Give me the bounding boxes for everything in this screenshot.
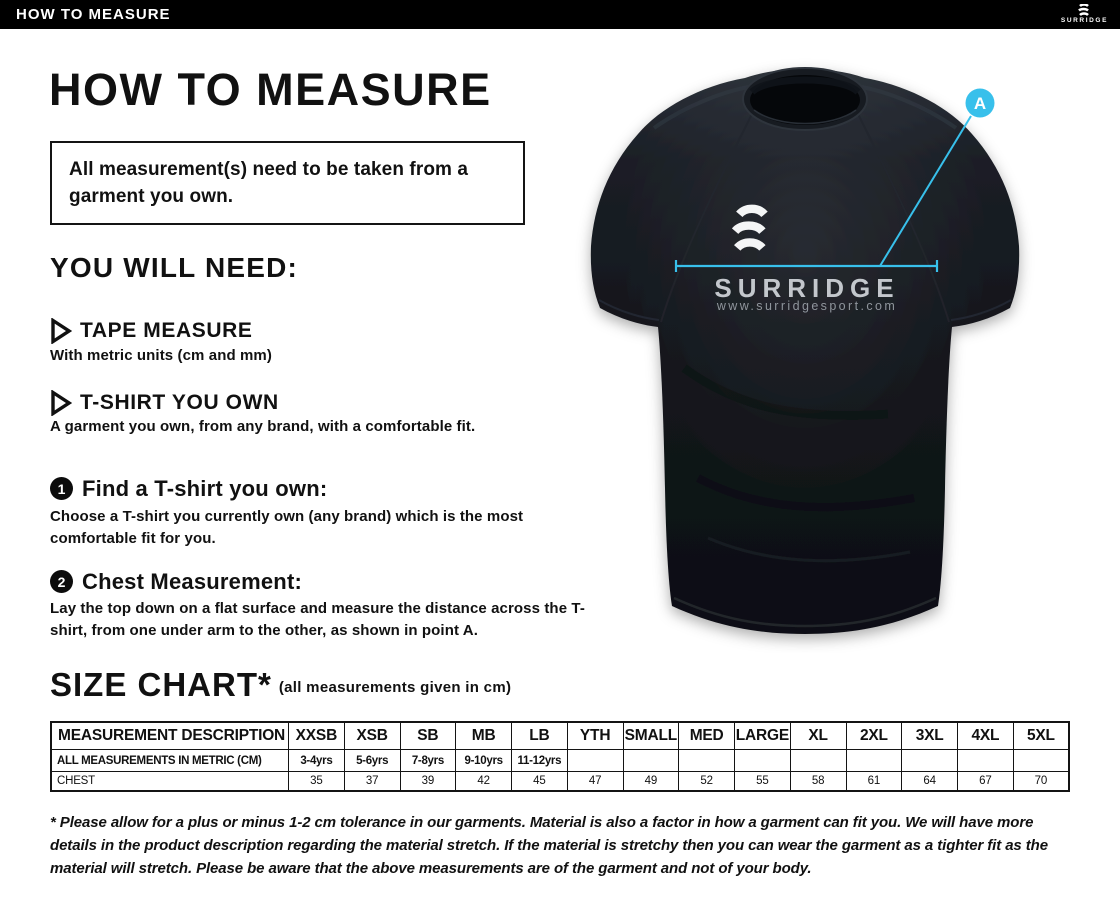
topbar-title: HOW TO MEASURE <box>16 6 171 23</box>
size-chart-heading <box>50 666 511 704</box>
size-table-cell: 64 <box>902 772 958 792</box>
size-table-cell: 45 <box>512 772 568 792</box>
size-table-cell: 3-4yrs <box>289 750 345 772</box>
size-column-header: LARGE <box>735 722 791 750</box>
size-table-cell: 5-6yrs <box>344 750 400 772</box>
tshirt-graphic <box>558 58 1120 653</box>
size-column-header: YTH <box>567 722 623 750</box>
step-title: Find a T-shirt you own: <box>82 476 328 501</box>
size-table-cell: CHEST <box>51 772 289 792</box>
size-table-cell: ALL MEASUREMENTS IN METRIC (CM) <box>51 750 289 772</box>
size-column-header: XXSB <box>289 722 345 750</box>
play-triangle-icon <box>50 318 72 344</box>
size-chart-title: SIZE CHART* <box>50 666 272 703</box>
size-chart-footnote: * Please allow for a plus or minus 1-2 cm tolerance in our garments. Material is also a factor in how a garment can fit you. We will have more details in the product description regarding the material stretch. If the material is stretchy then you can wear the garment as a tighter fit as the material will stretch. Please be aware that the above measurements are of the garment and not of your body. <box>50 814 1048 877</box>
size-table-cell: 58 <box>790 772 846 792</box>
size-table-cell <box>567 750 623 772</box>
tshirt-collar <box>743 68 867 130</box>
size-column-header: XSB <box>344 722 400 750</box>
shirt-illustration <box>558 58 1120 653</box>
size-column-header: 5XL <box>1013 722 1069 750</box>
size-table-cell: 42 <box>456 772 512 792</box>
brand-logo-text: SURRIDGE <box>1060 17 1108 25</box>
size-table-cell: 39 <box>400 772 456 792</box>
size-table-cell: 67 <box>958 772 1014 792</box>
size-column-header: MEASUREMENT DESCRIPTION <box>51 722 289 750</box>
size-table-cell <box>679 750 735 772</box>
size-table-cell: 52 <box>679 772 735 792</box>
step-description: Lay the top down on a flat surface and measure the distance across the T-shirt, from one under arm to the other, as shown in point A. <box>50 600 585 639</box>
step-number-badge: 2 <box>50 570 73 593</box>
step-title: Chest Measurement: <box>82 569 302 594</box>
size-table-cell: 55 <box>735 772 791 792</box>
brand-logo <box>1061 4 1108 25</box>
play-triangle-icon <box>50 390 72 416</box>
tshirt-body <box>591 69 1019 634</box>
size-table-cell: 37 <box>344 772 400 792</box>
size-table-cell <box>1013 750 1069 772</box>
surridge-s-icon <box>1076 4 1092 17</box>
size-table-cell: 61 <box>846 772 902 792</box>
size-table-row <box>51 750 1069 772</box>
size-table-cell <box>735 750 791 772</box>
step-number-badge: 1 <box>50 477 73 500</box>
size-column-header: LB <box>512 722 568 750</box>
point-a-label: A <box>973 94 987 113</box>
size-column-header: XL <box>790 722 846 750</box>
size-table-cell <box>958 750 1014 772</box>
notice-box: All measurement(s) need to be taken from a garment you own. <box>50 141 525 225</box>
shirt-brand-text: SURRIDGE <box>714 273 900 303</box>
need-item-title: TAPE MEASURE <box>80 319 253 342</box>
size-column-header: MED <box>679 722 735 750</box>
need-item-title: T-SHIRT YOU OWN <box>80 391 279 414</box>
size-table-cell <box>623 750 679 772</box>
step-description: Choose a T-shirt you currently own (any brand) which is the most comfortable fit for you. <box>50 508 524 547</box>
page-title: HOW TO MEASURE <box>49 64 492 115</box>
size-table-cell: 11-12yrs <box>512 750 568 772</box>
size-column-header: 2XL <box>846 722 902 750</box>
need-item-description: With metric units (cm and mm) <box>50 347 272 364</box>
size-table-cell <box>902 750 958 772</box>
size-table-cell <box>846 750 902 772</box>
need-item-description: A garment you own, from any brand, with a comfortable fit. <box>50 418 476 435</box>
size-table-row <box>51 772 1069 792</box>
size-table-cell: 49 <box>623 772 679 792</box>
size-table-cell: 47 <box>567 772 623 792</box>
top-header-bar <box>0 0 1120 29</box>
size-column-header: 4XL <box>958 722 1014 750</box>
size-table-cell: 70 <box>1013 772 1069 792</box>
size-table-cell: 9-10yrs <box>456 750 512 772</box>
you-will-need-heading: YOU WILL NEED: <box>50 252 299 283</box>
point-a-marker <box>966 89 995 118</box>
size-column-header: SMALL <box>623 722 679 750</box>
size-column-header: MB <box>456 722 512 750</box>
size-column-header: SB <box>400 722 456 750</box>
shirt-website-text: www.surridgesport.com <box>716 299 898 313</box>
size-chart-table <box>50 721 1070 792</box>
size-chart-subtitle: (all measurements given in cm) <box>278 679 512 696</box>
size-table-cell: 7-8yrs <box>400 750 456 772</box>
size-table-cell <box>790 750 846 772</box>
size-column-header: 3XL <box>902 722 958 750</box>
size-table-cell: 35 <box>289 772 345 792</box>
